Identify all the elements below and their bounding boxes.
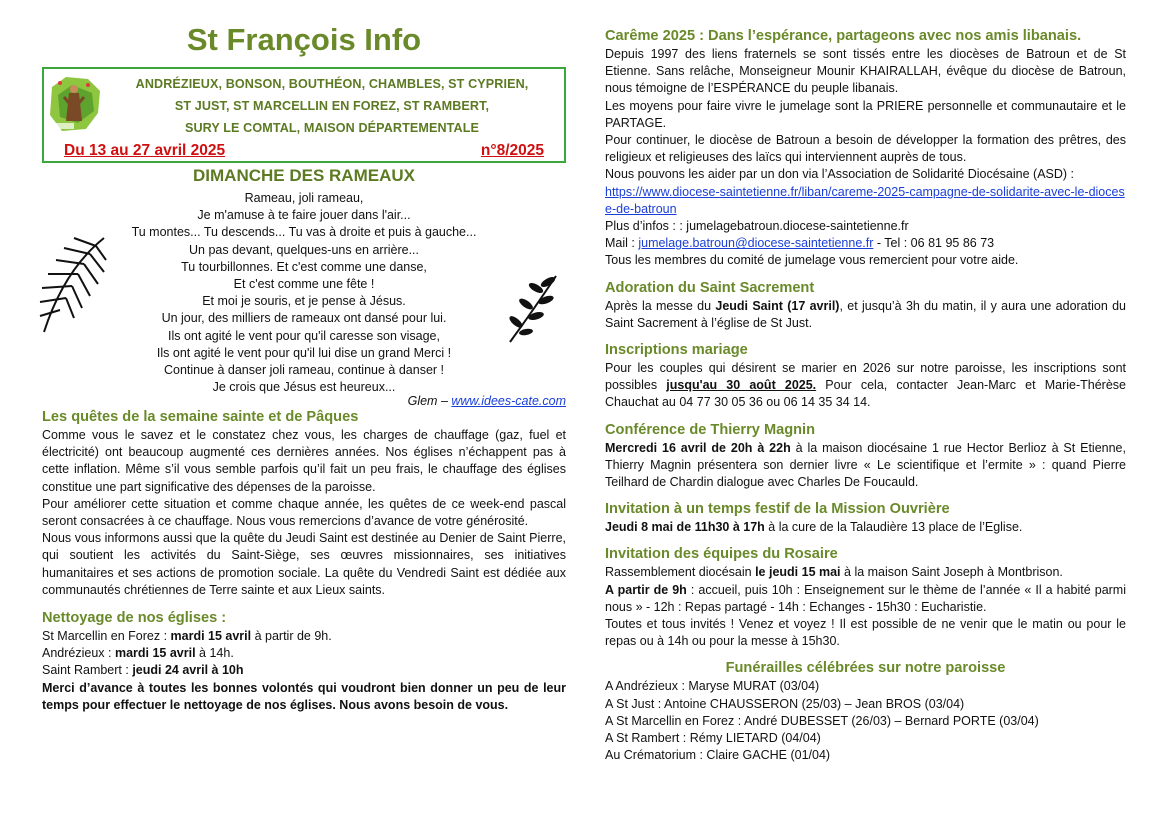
quetes-section: [42, 407, 566, 599]
rameaux-poem: [42, 190, 566, 408]
parishes-line: SURY LE COMTAL, MAISON DÉPARTEMENTALE: [184, 121, 480, 135]
idees-cate-link[interactable]: www.idees-cate.com: [451, 394, 566, 408]
rosaire-text: Rassemblement diocésain le jeudi 15 mai à la maison Saint Joseph à Montbrison.: [605, 565, 1063, 580]
nettoyage-line: St Marcellin en Forez : mardi 15 avril à partir de 9h.: [42, 629, 332, 644]
mariage-title: Inscriptions mariage: [605, 342, 748, 359]
conference-section: [605, 420, 1126, 492]
nettoyage-title: Nettoyage de nos églises :: [42, 610, 227, 627]
parish-logo-icon: [48, 73, 102, 135]
nettoyage-section: [42, 608, 566, 714]
right-column: [605, 22, 1126, 765]
quetes-paragraph: Nous vous informons aussi que la quête du Jeudi Saint est destinée au Denier de Saint Pierre, qui soutient les activités du Saint-Siège, ses œuvres missionnaires, ses initiatives humanitaires et ses actions de promotion sociale. La quête du Vendredi Saint est dédiée aux communautés chrétiennes de Terre sainte et aux Lieux saints.: [42, 531, 566, 597]
careme-mail-line: Mail : jumelage.batroun@diocese-saintetienne.fr - Tel : 06 81 95 86 73: [605, 236, 995, 251]
nettoyage-line: Saint Rambert : jeudi 24 avril à 10h: [42, 663, 244, 678]
poem-line: Et c'est comme une fête !: [233, 277, 375, 292]
poem-line: Et moi je souris, et je pense à Jésus.: [202, 294, 406, 309]
careme-link-line: [605, 184, 1126, 218]
careme-thanks: Tous les membres du comité de jumelage vous remercient pour votre aide.: [605, 253, 1019, 268]
rosaire-section: [605, 544, 1126, 650]
mariage-text: Pour les couples qui désirent se marier en 2026 sur notre paroisse, les inscriptions sont possibles jusqu'au 30 août 2025. Pour cela, contacter Jean-Marc et Marie-Thérèse Chauchat au 04 77 30 05 36 ou 06 14 35 34 14.: [605, 361, 1126, 410]
poem-line: Tu tourbillonnes. Et c'est comme une danse,: [181, 259, 427, 274]
palm-leaf-icon: [34, 230, 114, 340]
poem-line: Continue à danser joli rameau, continue à danser !: [163, 363, 445, 378]
rosaire-program: A partir de 9h : accueil, puis 10h : Enseignement sur le thème de l’année « Il a habité parmi nous » - 12h : Repas partagé - 14h : Echanges - 15h30 : Eucharistie.: [605, 582, 1126, 614]
issue-number: n°8/2025: [480, 142, 544, 159]
poem-line: Rameau, joli rameau,: [244, 191, 364, 205]
parishes-line: ANDRÉZIEUX, BONSON, BOUTHÉON, CHAMBLES, ST CYPRIEN,: [135, 77, 529, 91]
quetes-title: Les quêtes de la semaine sainte et de Pâques: [42, 409, 359, 425]
nettoyage-thanks: Merci d’avance à toutes les bonnes volontés qui voudront bien donner un peu de leur temps pour effectuer le nettoyage de nos églises. Nous avons besoin de vous.: [42, 680, 566, 712]
conference-text: Mercredi 16 avril de 20h à 22h à la maison diocésaine 1 rue Hector Berlioz à St Etienne, Thierry Magnin présentera son dernier livre « Le scientifique et l’ermite » : quand Pierre Teilhard de Chardin dialogue avec Charles De Foucauld.: [605, 440, 1126, 490]
funerailles-section: [605, 658, 1126, 764]
quetes-paragraph: Comme vous le savez et le constatez chez vous, les charges de chauffage (gaz, fuel et électricité) ont beaucoup augmenté ces dernières années. Nos églises n’échappent pas à cette inflation. Même s’il vous semble parfois qu’il fait un peu frais, le chauffage des églises constitue une part significative des dépenses de la paroisse.: [42, 428, 566, 494]
page-title: St François Info: [186, 22, 422, 57]
poem-author: Glem –: [407, 394, 452, 408]
quetes-paragraph: Pour améliorer cette situation et comme chaque année, les quêtes de ce week-end pascal seront consacrées à ce chauffage. Nous vous remercions d’avance de votre générosité.: [42, 496, 566, 529]
mail-link[interactable]: jumelage.batroun@diocese-saintetienne.fr: [638, 236, 874, 251]
careme-paragraph: Pour continuer, le diocèse de Batroun a besoin de développer la formation des prêtres, des religieux et religieuses des laïcs qui interviennent auprès de tous.: [605, 133, 1126, 165]
poem-line: Tu montes... Tu descends... Tu vas à droite et puis à gauche...: [131, 225, 477, 240]
poem-line: Un jour, des milliers de rameaux ont dansé pour lui.: [161, 311, 447, 326]
careme-paragraph: Les moyens pour faire vivre le jumelage sont la PRIERE personnelle et communautaire et le PARTAGE.: [605, 98, 1126, 130]
poem-lines: [42, 190, 566, 396]
adoration-title: Adoration du Saint Sacrement: [605, 279, 815, 296]
mission-text: Jeudi 8 mai de 11h30 à 17h à la cure de la Talaudière 13 place de l’Eglise.: [605, 520, 1023, 535]
mission-section: [605, 499, 1126, 536]
header-box: [42, 67, 566, 163]
rameaux-title: DIMANCHE DES RAMEAUX: [193, 166, 415, 185]
poem-line: Je crois que Jésus est heureux...: [212, 380, 396, 395]
poem-line: Ils ont agité le vent pour qu'il lui dise un grand Merci !: [156, 345, 452, 360]
poem-line: Un pas devant, quelques-uns en arrière...: [189, 242, 419, 257]
list-item: A St Just : Antoine CHAUSSERON (25/03) – Jean BROS (03/04): [605, 696, 965, 711]
careme-paragraph: Nous pouvons les aider par un don via l’Association de Solidarité Diocésaine (ASD) :: [605, 167, 1075, 182]
parishes-line: ST JUST, ST MARCELLIN EN FOREZ, ST RAMBERT,: [174, 99, 490, 113]
conference-title: Conférence de Thierry Magnin: [605, 421, 816, 438]
careme-link[interactable]: https://www.diocese-saintetienne.fr/liban/careme-2025-campagne-de-solidarite-avec-le-diocese-de-batroun: [605, 184, 1125, 216]
list-item: A St Rambert : Rémy LIETARD (04/04): [605, 731, 821, 746]
left-column: [42, 22, 566, 714]
rosaire-invite: Toutes et tous invités ! Venez et voyez ! Il est possible de ne venir que le matin ou pour le repas ou à 14h ou pour la messe à 15h30.: [605, 617, 1126, 649]
careme-section: [605, 26, 1126, 270]
careme-infos: Plus d’infos : : jumelagebatroun.diocese-saintetienne.fr: [605, 219, 909, 234]
mission-title: Invitation à un temps festif de la Mission Ouvrière: [605, 501, 950, 518]
careme-title: Carême 2025 : Dans l’espérance, partageons avec nos amis libanais.: [605, 28, 1082, 44]
adoration-section: [605, 278, 1126, 332]
mariage-section: [605, 340, 1126, 412]
careme-paragraph: Depuis 1997 des liens fraternels se sont tissés entre les diocèses de Batroun et de St Etienne. Sans relâche, Monseigneur Mounir KHAIRALLAH, évêque du diocèse de Batroun, nous témoigne de l’ESPÉRANCE du peuple libanais.: [605, 47, 1126, 96]
poem-line: Je m'amuse à te faire jouer dans l'air...: [197, 208, 411, 223]
funerailles-title: Funérailles célébrées sur notre paroisse: [725, 660, 1006, 677]
olive-branch-icon: [504, 272, 562, 344]
rosaire-title: Invitation des équipes du Rosaire: [605, 546, 838, 563]
funerailles-list: [605, 678, 1126, 764]
list-item: A Andrézieux : Maryse MURAT (03/04): [605, 679, 820, 694]
issue-dates: Du 13 au 27 avril 2025: [64, 142, 226, 159]
nettoyage-line: Andrézieux : mardi 15 avril à 14h.: [42, 646, 234, 661]
parishes-list: [104, 73, 560, 139]
adoration-text: Après la messe du Jeudi Saint (17 avril), et jusqu’à 3h du matin, il y aura une adoration du Saint Sacrement à l’église de St Just.: [605, 298, 1127, 330]
list-item: Au Crématorium : Claire GACHE (01/04): [605, 748, 831, 763]
poem-signature: [408, 394, 566, 408]
poem-line: Ils ont agité le vent pour qu'il caresse son visage,: [168, 328, 440, 343]
list-item: A St Marcellin en Forez : André DUBESSET (26/03) – Bernard PORTE (03/04): [605, 713, 1039, 728]
